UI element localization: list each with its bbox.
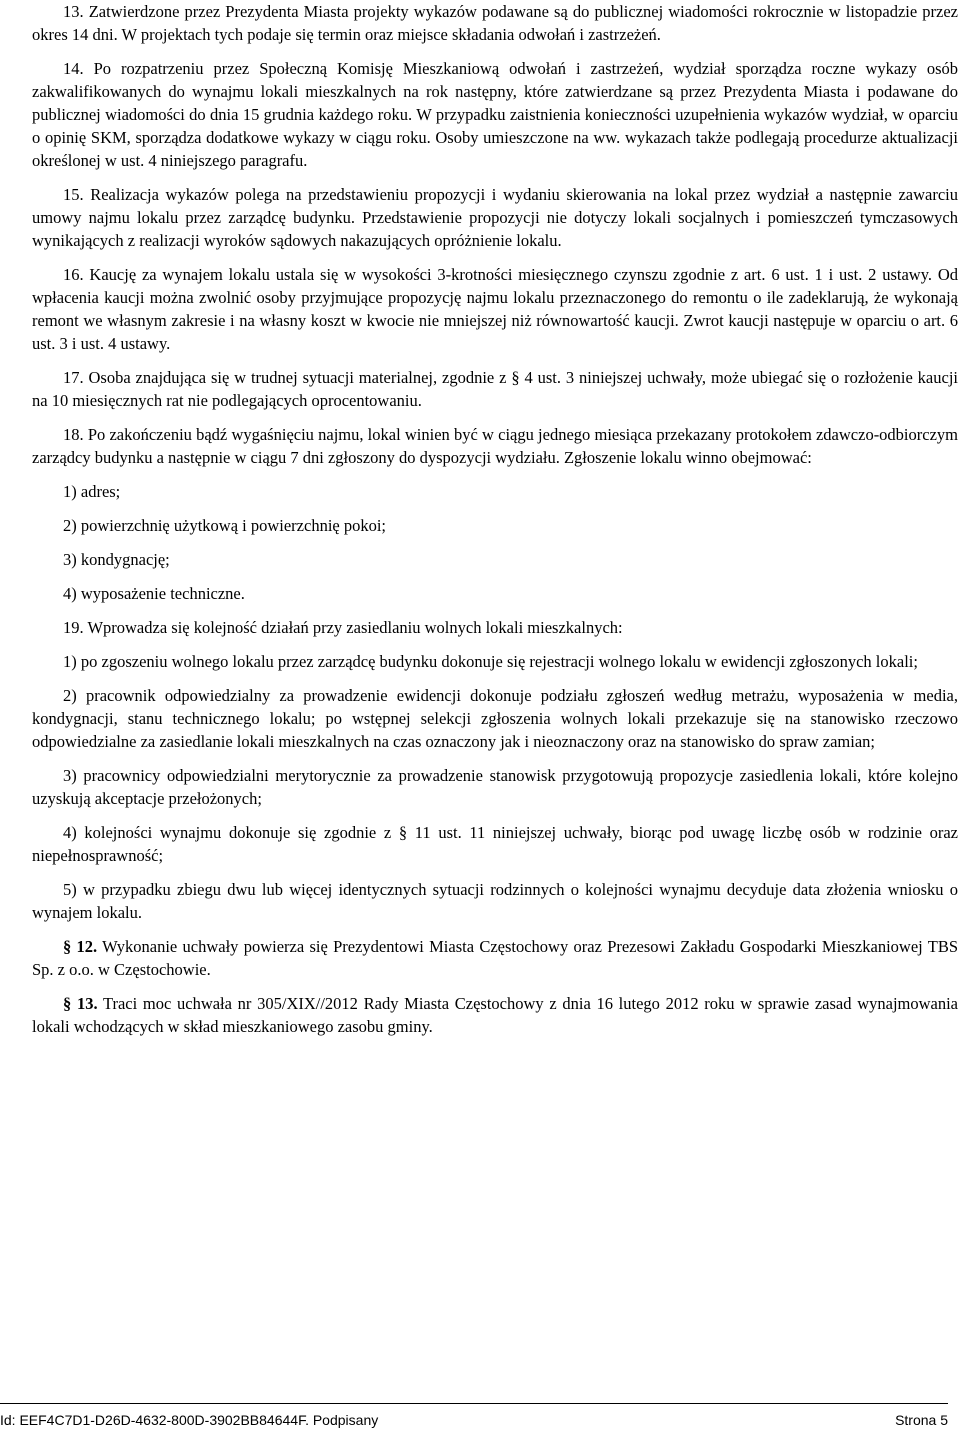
page-number: Strona 5 (895, 1412, 948, 1428)
section-text: Traci moc uchwała nr 305/XIX//2012 Rady Miasta Częstochowy z dnia 16 lutego 2012 roku w sprawie zasad wynajmowania lokali wchodzących w skład mieszkaniowego zasobu gminy. (32, 994, 959, 1036)
list-item: 4) wyposażenie techniczne. (63, 584, 245, 603)
section-text: Wykonanie uchwały powierza się Prezydentowi Miasta Częstochowy oraz Prezesowi Zakładu Gospodarki Mieszkaniowej TBS Sp. z o.o. w Częstochowie. (32, 937, 958, 979)
section-number: § 12. (63, 937, 98, 956)
procedure-steps-list (32, 650, 958, 924)
section-number: § 13. (63, 994, 98, 1013)
paragraph-14: 14. Po rozpatrzeniu przez Społeczną Komisję Mieszkaniową odwołań i zastrzeżeń, wydział sporządza roczne wykazy osób zakwalifikowanych do wynajmu lokali mieszkalnych na rok następny, które zatwierdzane są przez Prezydenta Miasta i podawane do publicznej wiadomości do dnia 15 grudnia każdego roku. W przypadku zaistnienia konieczności uzupełnienia wykazów wydział, w oparciu o opinię SKM, sporządza dodatkowe wykazy w ciągu roku. Osoby umieszczone na ww. wykazach także podlegają procedurze aktualizacji określonej w ust. 4 niniejszego paragrafu. (32, 59, 958, 170)
paragraph-13: 13. Zatwierdzone przez Prezydenta Miasta projekty wykazów podawane są do publicznej wiadomości rokrocznie w listopadzie przez okres 14 dni. W projektach tych podaje się termin oraz miejsce składania odwołań i zastrzeżeń. (32, 2, 958, 44)
list-item: 5) w przypadku zbiegu dwu lub więcej identycznych sytuacji rodzinnych o kolejności wynajmu decyduje data złożenia wniosku o wynajem lokalu. (32, 880, 958, 922)
section-12 (32, 935, 958, 981)
document-id: Id: EEF4C7D1-D26D-4632-800D-3902BB84644F. Podpisany (0, 1412, 379, 1428)
list-item: 1) po zgoszeniu wolnego lokalu przez zarządcę budynku dokonuje się rejestracji wolnego lokalu w ewidencji zgłoszonych lokali; (63, 652, 918, 671)
list-item: 3) kondygnację; (63, 550, 170, 569)
section-13 (32, 992, 958, 1038)
list-item: 1) adres; (63, 482, 121, 501)
list-item: 2) powierzchnię użytkową i powierzchnię pokoi; (63, 516, 387, 535)
paragraph-15: 15. Realizacja wykazów polega na przedstawieniu propozycji i wydaniu skierowania na lokal przez wydział a następnie zawarciu umowy najmu lokalu przez zarządcę budynku. Przedstawienie propozycji nie dotyczy lokali socjalnych i pomieszczeń tymczasowych wynikających z realizacji wyroków sądowych nakazujących opróżnienie lokalu. (32, 185, 958, 250)
list-item: 4) kolejności wynajmu dokonuje się zgodnie z § 11 ust. 11 niniejszej uchwały, biorąc pod uwagę liczbę osób w rodzinie oraz niepełnosprawność; (32, 823, 958, 865)
paragraph-19: 19. Wprowadza się kolejność działań przy zasiedlaniu wolnych lokali mieszkalnych: (63, 618, 623, 637)
footer-divider (0, 1403, 948, 1404)
paragraph-18: 18. Po zakończeniu bądź wygaśnięciu najmu, lokal winien być w ciągu jednego miesiąca przekazany protokołem zdawczo-odbiorczym zarządcy budynku a następnie w ciągu 7 dni zgłoszony do dyspozycji wydziału. Zgłoszenie lokalu winno obejmować: (32, 425, 958, 467)
paragraph-17: 17. Osoba znajdująca się w trudnej sytuacji materialnej, zgodnie z § 4 ust. 3 niniejszej uchwały, może ubiegać się o rozłożenie kaucji na 10 miesięcznych rat nie podlegających oprocentowaniu. (32, 368, 958, 410)
paragraph-16: 16. Kaucję za wynajem lokalu ustala się w wysokości 3-krotności miesięcznego czynszu zgodnie z art. 6 ust. 1 i ust. 2 ustawy. Od wpłacenia kaucji można zwolnić osoby przyjmujące propozycję najmu lokalu przeznaczonego do remontu o ile zadeklarują, że wykonają remont we własnym zakresie i na własny koszt w kwocie nie mniejszej niż równowartość kaucji. Zwrot kaucji następuje w oparciu o art. 6 ust. 3 i ust. 4 ustawy. (32, 265, 958, 353)
report-contents-list (32, 480, 958, 605)
list-item: 2) pracownik odpowiedzialny za prowadzenie ewidencji dokonuje podziału zgłoszeń według metrażu, wyposażenia w media, kondygnacji, stanu technicznego lokalu; po wstępnej selekcji zgłoszenia wolnych lokali przekazuje się na stanowisko rzeczowo odpowiedzialne za zasiedlanie lokali mieszkalnych na czas oznaczony jak i nieoznaczony oraz na stanowisko do spraw zamian; (32, 686, 958, 751)
list-item: 3) pracownicy odpowiedzialni merytorycznie za prowadzenie stanowisk przygotowują propozycje zasiedlenia lokali, które kolejno uzyskują akceptacje przełożonych; (32, 766, 958, 808)
document-page (32, 0, 958, 1038)
